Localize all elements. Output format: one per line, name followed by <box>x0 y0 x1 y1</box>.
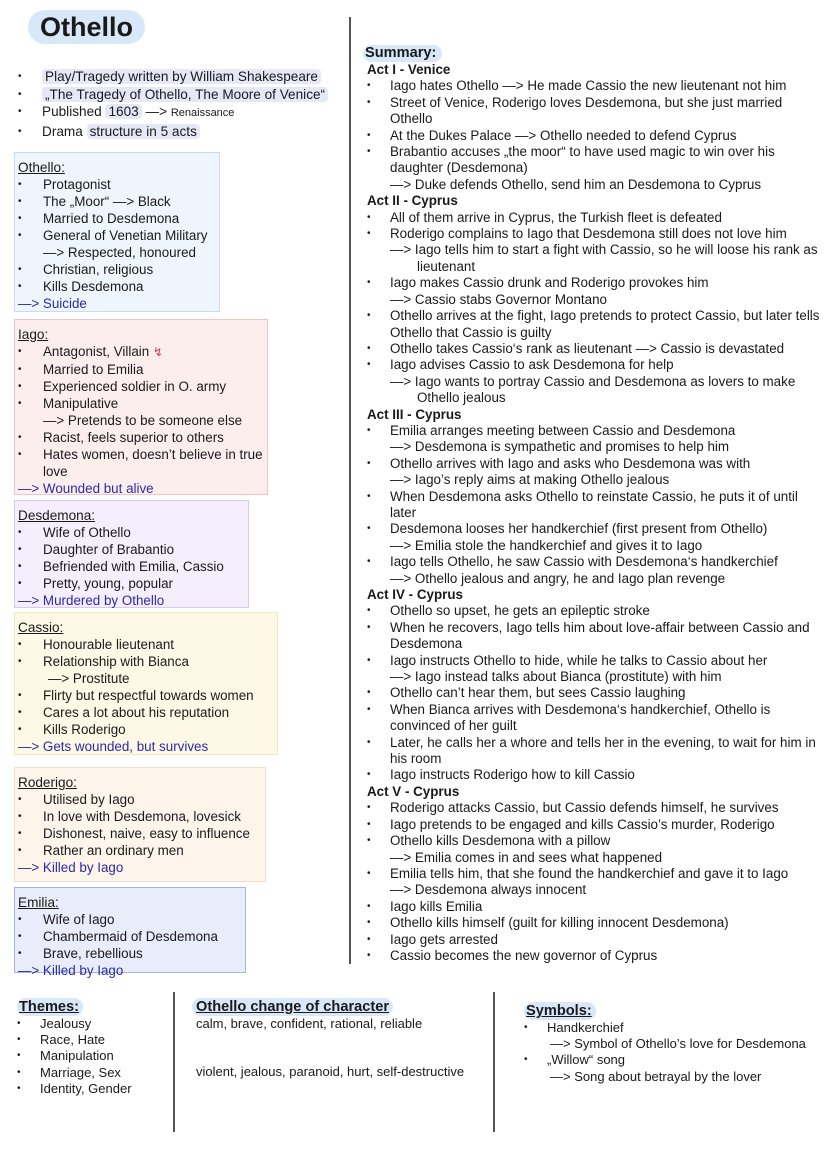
act-event: • Iago instructs Roderigo how to kill Cassio <box>367 767 825 783</box>
act-event: • Othello arrives at the fight, Iago pretends to protect Cassio, but later tells Othello that Cassio is guilty <box>367 308 825 341</box>
lightning-icon: ↯ <box>152 345 163 359</box>
act-event <box>367 521 825 554</box>
event-consequence: —> Iago’s reply aims at making Othello jealous <box>390 472 670 488</box>
character-heading: Othello: <box>18 160 65 175</box>
act-event <box>367 866 825 899</box>
character-trait: • Hates women, doesn’t believe in true love <box>18 446 263 480</box>
event-consequence: —> Iago tells him to start a fight with Cassio, so he will loose his rank as lieutenant <box>390 242 818 274</box>
event-text: Brabantio accuses „the moor“ to have used magic to win over his daughter (Desdemona) <box>390 144 775 176</box>
character-trait: • Manipulative <box>18 395 263 412</box>
event-consequence: —> Desdemona always innocent <box>390 882 587 898</box>
character-box-desdemona <box>14 500 249 608</box>
intro-highlight: „The Tragedy of Othello, The Moore of Venice“ <box>42 87 328 102</box>
event-consequence: —> Duke defends Othello, send him an Desdemona to Cyprus <box>390 176 762 192</box>
character-change-section <box>196 998 464 1080</box>
act-event: • All of them arrive in Cyprus, the Turkish fleet is defeated <box>367 210 825 226</box>
character-outcome: —> Gets wounded, but survives <box>18 739 209 754</box>
symbol-item: • Handkerchief <box>524 1020 824 1036</box>
event-text: Othello arrives with Iago and asks who Desdemona was with <box>390 455 751 471</box>
character-heading: Iago: <box>18 327 49 342</box>
intro-highlight: Play/Tragedy written by William Shakespeare <box>42 69 321 84</box>
symbols-section <box>524 1002 824 1085</box>
character-trait: • Dishonest, naive, easy to influence <box>18 825 261 842</box>
event-consequence: —> Emilia comes in and sees what happened <box>390 849 663 865</box>
character-trait: • Relationship with Bianca <box>18 653 273 670</box>
character-trait: • Chambermaid of Desdemona <box>18 928 241 945</box>
intro-text: Published <box>42 104 106 119</box>
act-event <box>367 226 825 275</box>
act-events <box>367 603 825 783</box>
character-trait: • Daughter of Brabantio <box>18 541 244 558</box>
act-events <box>367 78 825 193</box>
summary-title: Summary: <box>363 45 442 62</box>
theme-item: • Race, Hate <box>17 1032 132 1048</box>
event-consequence: —> Othello jealous and angry, he and Iago plan revenge <box>390 570 726 586</box>
act-event: • Roderigo attacks Cassio, but Cassio defends himself, he survives <box>367 800 825 816</box>
character-heading: Roderigo: <box>18 775 77 790</box>
act-events <box>367 423 825 587</box>
act-heading: Act V - Cyprus <box>367 783 460 799</box>
event-text: Roderigo complains to Iago that Desdemona still does not love him <box>390 226 787 242</box>
act-event <box>367 653 825 686</box>
character-outcome: —> Murdered by Othello <box>18 593 165 608</box>
act-event: • Cassio becomes the new governor of Cyprus <box>367 948 825 964</box>
themes-section <box>17 998 132 1097</box>
act-heading: Act III - Cyprus <box>367 406 462 422</box>
event-text: Emilia tells him, that she found the handkerchief and gave it to Iago <box>390 865 789 881</box>
act-event: • When he recovers, Iago tells him about love-affair between Cassio and Desdemona <box>367 620 825 653</box>
character-change-title: Othello change of character <box>192 998 393 1016</box>
summary-section <box>367 45 825 964</box>
intro-list <box>18 68 328 140</box>
theme-item: • Marriage, Sex <box>17 1065 132 1081</box>
act-event <box>367 554 825 587</box>
act-event: • Iago pretends to be engaged and kills Cassio’s murder, Roderigo <box>367 817 825 833</box>
intro-item <box>18 68 328 86</box>
character-trait: • Pretty, young, popular <box>18 575 244 592</box>
character-box-emilia <box>14 887 246 978</box>
act-event: • When Bianca arrives with Desdemona‘s handkerchief, Othello is convinced of her guilt <box>367 702 825 735</box>
character-after: violent, jealous, paranoid, hurt, self-destructive <box>196 1064 465 1080</box>
character-heading: Emilia: <box>18 895 59 910</box>
year-highlight: 1603 <box>105 104 141 119</box>
character-trait: • Befriended with Emilia, Cassio <box>18 558 244 575</box>
bottom-divider-left <box>173 992 175 1132</box>
symbol-item: • „Willow“ song <box>524 1052 824 1068</box>
character-trait: • Kills Desdemona <box>18 278 215 295</box>
character-trait: • General of Venetian Military <box>18 227 215 244</box>
act-event: • Othello takes Cassio‘s rank as lieutenant —> Cassio is devastated <box>367 341 825 357</box>
character-box-cassio <box>14 612 278 755</box>
event-consequence: —> Iago wants to portray Cassio and Desdemona as lovers to make Othello jealous <box>390 373 796 406</box>
character-before: calm, brave, confident, rational, reliable <box>196 1016 423 1031</box>
character-outcome: —> Wounded but alive <box>18 481 154 496</box>
column-divider <box>349 17 351 964</box>
act-event: • At the Dukes Palace —> Othello needed to defend Cyprus <box>367 128 825 144</box>
intro-text: Drama <box>42 123 87 139</box>
character-trait <box>18 343 263 361</box>
act-event: • Iago hates Othello —> He made Cassio the new lieutenant not him <box>367 78 825 94</box>
theme-item: • Manipulation <box>17 1048 132 1064</box>
era-text: Renaissance <box>170 107 235 119</box>
act-event: • Othello can’t hear them, but sees Cassio laughing <box>367 685 825 701</box>
act-event <box>367 275 825 308</box>
event-consequence: —> Desdemona is sympathetic and promises to help him <box>390 439 730 455</box>
character-box-othello <box>14 152 220 312</box>
character-outcome: —> Suicide <box>18 296 87 311</box>
symbol-meaning: —> Song about betrayal by the lover <box>550 1068 762 1084</box>
arrow-text: —> <box>141 104 171 119</box>
act-events <box>367 210 825 407</box>
intro-highlight: structure in 5 acts <box>87 124 200 139</box>
character-trait: • Married to Desdemona <box>18 210 215 227</box>
act-event <box>367 456 825 489</box>
character-trait: • Married to Emilia <box>18 361 263 378</box>
symbol-meaning: —> Symbol of Othello’s love for Desdemona <box>550 1036 806 1052</box>
theme-item: • Jealousy <box>17 1016 132 1032</box>
event-text: Desdemona looses her handkerchief (first present from Othello) <box>390 521 768 537</box>
intro-item <box>18 103 328 123</box>
character-trait: • Christian, religious <box>18 261 215 278</box>
character-trait: • The „Moor“ —> Black <box>18 193 215 210</box>
page-title-wrap <box>28 10 145 44</box>
act-event: • Othello kills himself (guilt for killing innocent Desdemona) <box>367 915 825 931</box>
act-event <box>367 357 825 406</box>
page-title: Othello <box>28 10 145 44</box>
act-events <box>367 800 825 964</box>
event-consequence: —> Emilia stole the handkerchief and gives it to Iago <box>390 537 703 553</box>
act-event: • Iago gets arrested <box>367 932 825 948</box>
act-heading: Act I - Venice <box>367 62 451 77</box>
act-event <box>367 833 825 866</box>
act-event: • Later, he calls her a whore and tells her in the evening, to wait for him in his room <box>367 735 825 768</box>
act-event <box>367 423 825 456</box>
character-trait: • Utilised by Iago <box>18 791 261 808</box>
character-trait: • Wife of Othello <box>18 524 244 541</box>
character-trait: • Honourable lieutenant <box>18 636 273 653</box>
event-text: Emilia arranges meeting between Cassio and Desdemona <box>390 422 736 438</box>
bottom-divider-right <box>493 992 495 1132</box>
intro-item <box>18 123 328 141</box>
act-heading: Act II - Cyprus <box>367 193 458 209</box>
character-trait: • Racist, feels superior to others <box>18 429 263 446</box>
event-text: Iago instructs Othello to hide, while he talks to Cassio about her <box>390 652 768 668</box>
character-heading: Desdemona: <box>18 508 96 523</box>
act-event: • Street of Venice, Roderigo loves Desdemona, but she just married Othello <box>367 95 825 128</box>
event-text: Iago advises Cassio to ask Desdemona for help <box>390 357 674 373</box>
act-event: • Othello so upset, he gets an epileptic stroke <box>367 603 825 619</box>
character-trait: • In love with Desdemona, lovesick <box>18 808 261 825</box>
character-trait: • Kills Roderigo <box>18 721 273 738</box>
event-consequence: —> Cassio stabs Governor Montano <box>390 291 607 307</box>
event-text: Iago makes Cassio drunk and Roderigo provokes him <box>390 275 709 291</box>
character-trait: • Rather an ordinary men <box>18 842 261 859</box>
character-outcome: —> Killed by Iago <box>18 860 124 875</box>
character-trait: • Cares a lot about his reputation <box>18 704 273 721</box>
character-subpoint: —> Prostitute <box>48 671 130 686</box>
intro-item <box>18 86 328 104</box>
character-box-roderigo <box>14 767 266 882</box>
character-trait: • Brave, rebellious <box>18 945 241 962</box>
theme-item: • Identity, Gender <box>17 1081 132 1097</box>
act-heading: Act IV - Cyprus <box>367 587 463 602</box>
event-text: Othello kills Desdemona with a pillow <box>390 833 611 849</box>
act-event <box>367 144 825 193</box>
act-event: • Iago kills Emilia <box>367 899 825 915</box>
character-trait: • Wife of Iago <box>18 911 241 928</box>
trait-text: Antagonist, Villain <box>43 344 150 359</box>
character-trait: • Experienced soldier in O. army <box>18 378 263 395</box>
act-event: • When Desdemona asks Othello to reinstate Cassio, he puts it of until later <box>367 489 825 522</box>
character-heading: Cassio: <box>18 620 64 635</box>
character-outcome: —> Killed by Iago <box>18 963 124 978</box>
character-subpoint: —> Pretends to be someone else <box>43 413 243 428</box>
event-text: Iago tells Othello, he saw Cassio with Desdemona‘s handkerchief <box>390 554 778 570</box>
character-trait: • Protagonist <box>18 176 215 193</box>
character-subpoint: —> Respected, honoured <box>43 245 196 260</box>
character-trait: • Flirty but respectful towards women <box>18 687 273 704</box>
themes-title: Themes: <box>17 998 83 1016</box>
symbols-title: Symbols: <box>524 1002 596 1020</box>
event-consequence: —> Iago instead talks about Bianca (prostitute) with him <box>390 669 722 685</box>
character-box-iago <box>14 319 268 495</box>
